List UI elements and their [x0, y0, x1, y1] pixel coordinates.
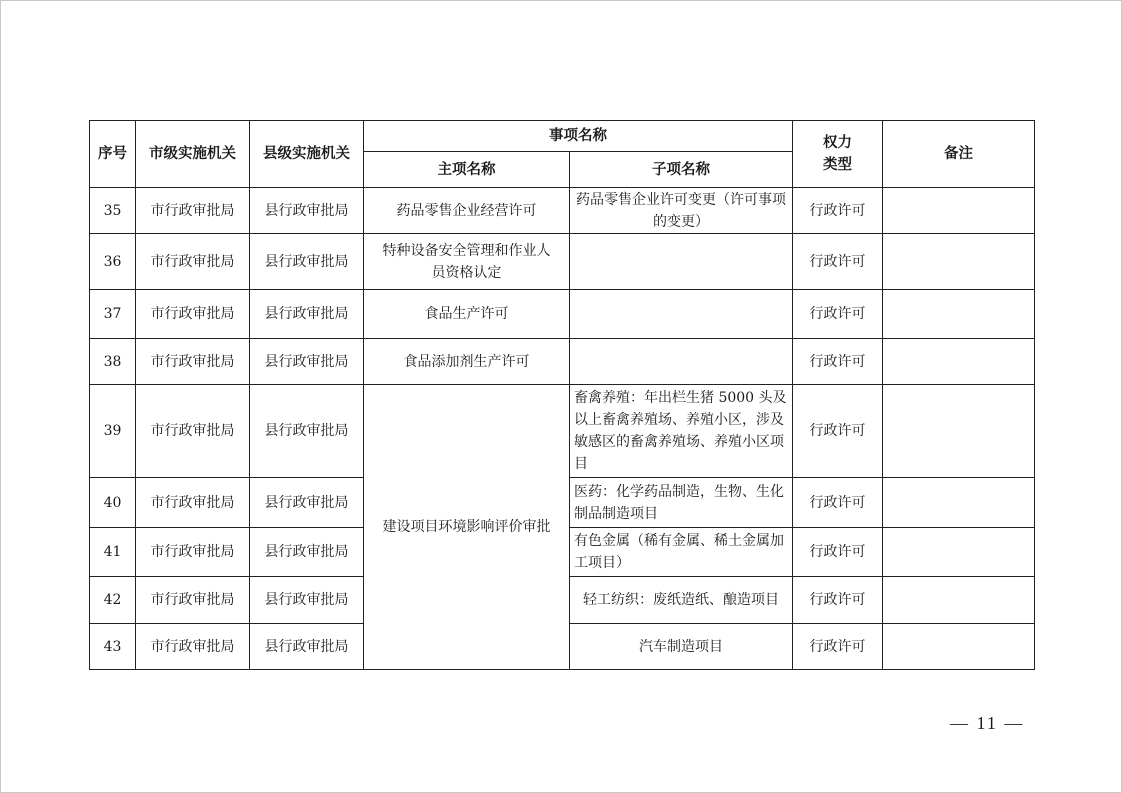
- cell-sub-item: [570, 234, 793, 290]
- cell-power-type: 行政许可: [793, 339, 883, 385]
- table-row: [90, 385, 1035, 478]
- cell-sub-item: 畜禽养殖：年出栏生猪 5000 头及以上畜禽养殖场、养殖小区，涉及敏感区的畜禽养殖场、养殖小区项目: [570, 385, 793, 478]
- cell-power-type: 行政许可: [793, 290, 883, 339]
- header-power-type-line2: 类型: [823, 157, 852, 173]
- cell-county-org: 县行政审批局: [250, 290, 364, 339]
- cell-power-type: 行政许可: [793, 385, 883, 478]
- table-row: [90, 339, 1035, 385]
- cell-power-type: 行政许可: [793, 234, 883, 290]
- cell-power-type: 行政许可: [793, 624, 883, 670]
- cell-main-item: 食品添加剂生产许可: [364, 339, 570, 385]
- cell-remarks: [883, 577, 1035, 624]
- cell-seq: 40: [90, 478, 136, 528]
- cell-county-org: 县行政审批局: [250, 339, 364, 385]
- cell-city-org: 市行政审批局: [136, 234, 250, 290]
- cell-power-type: 行政许可: [793, 478, 883, 528]
- cell-seq: 36: [90, 234, 136, 290]
- power-list-table: [89, 120, 1035, 670]
- cell-power-type: 行政许可: [793, 577, 883, 624]
- cell-main-item: 药品零售企业经营许可: [364, 188, 570, 234]
- cell-remarks: [883, 339, 1035, 385]
- cell-seq: 35: [90, 188, 136, 234]
- cell-city-org: 市行政审批局: [136, 478, 250, 528]
- cell-main-item: 食品生产许可: [364, 290, 570, 339]
- cell-seq: 39: [90, 385, 136, 478]
- cell-power-type: 行政许可: [793, 528, 883, 577]
- cell-county-org: 县行政审批局: [250, 478, 364, 528]
- cell-sub-item: 有色金属（稀有金属、稀土金属加工项目）: [570, 528, 793, 577]
- cell-main-item: 建设项目环境影响评价审批: [364, 385, 570, 670]
- cell-city-org: 市行政审批局: [136, 188, 250, 234]
- cell-city-org: 市行政审批局: [136, 577, 250, 624]
- cell-remarks: [883, 478, 1035, 528]
- header-city-org: 市级实施机关: [136, 121, 250, 188]
- cell-city-org: 市行政审批局: [136, 385, 250, 478]
- table-row: [90, 234, 1035, 290]
- cell-sub-item: [570, 290, 793, 339]
- cell-seq: 38: [90, 339, 136, 385]
- cell-sub-item: 轻工纺织：废纸造纸、酿造项目: [570, 577, 793, 624]
- cell-county-org: 县行政审批局: [250, 234, 364, 290]
- cell-sub-item: 医药：化学药品制造，生物、生化制品制造项目: [570, 478, 793, 528]
- cell-main-item: 特种设备安全管理和作业人员资格认定: [364, 234, 570, 290]
- header-main-item: 主项名称: [364, 152, 570, 188]
- cell-county-org: 县行政审批局: [250, 188, 364, 234]
- cell-power-type: 行政许可: [793, 188, 883, 234]
- cell-county-org: 县行政审批局: [250, 528, 364, 577]
- page-number: — 11 —: [950, 713, 1025, 733]
- cell-sub-item: 药品零售企业许可变更（许可事项的变更）: [570, 188, 793, 234]
- cell-remarks: [883, 188, 1035, 234]
- header-remarks: 备注: [883, 121, 1035, 188]
- cell-remarks: [883, 528, 1035, 577]
- cell-remarks: [883, 234, 1035, 290]
- cell-seq: 37: [90, 290, 136, 339]
- cell-city-org: 市行政审批局: [136, 528, 250, 577]
- cell-sub-item: 汽车制造项目: [570, 624, 793, 670]
- header-seq: 序号: [90, 121, 136, 188]
- header-sub-item: 子项名称: [570, 152, 793, 188]
- cell-remarks: [883, 385, 1035, 478]
- header-county-org: 县级实施机关: [250, 121, 364, 188]
- header-item-name: 事项名称: [364, 121, 793, 152]
- cell-county-org: 县行政审批局: [250, 385, 364, 478]
- cell-seq: 43: [90, 624, 136, 670]
- cell-county-org: 县行政审批局: [250, 624, 364, 670]
- cell-seq: 41: [90, 528, 136, 577]
- cell-city-org: 市行政审批局: [136, 624, 250, 670]
- cell-city-org: 市行政审批局: [136, 290, 250, 339]
- cell-remarks: [883, 290, 1035, 339]
- cell-seq: 42: [90, 577, 136, 624]
- header-power-type: [793, 121, 883, 188]
- table-row: [90, 290, 1035, 339]
- cell-sub-item: [570, 339, 793, 385]
- cell-county-org: 县行政审批局: [250, 577, 364, 624]
- table-row: [90, 188, 1035, 234]
- cell-city-org: 市行政审批局: [136, 339, 250, 385]
- header-power-type-line1: 权力: [823, 135, 852, 151]
- cell-remarks: [883, 624, 1035, 670]
